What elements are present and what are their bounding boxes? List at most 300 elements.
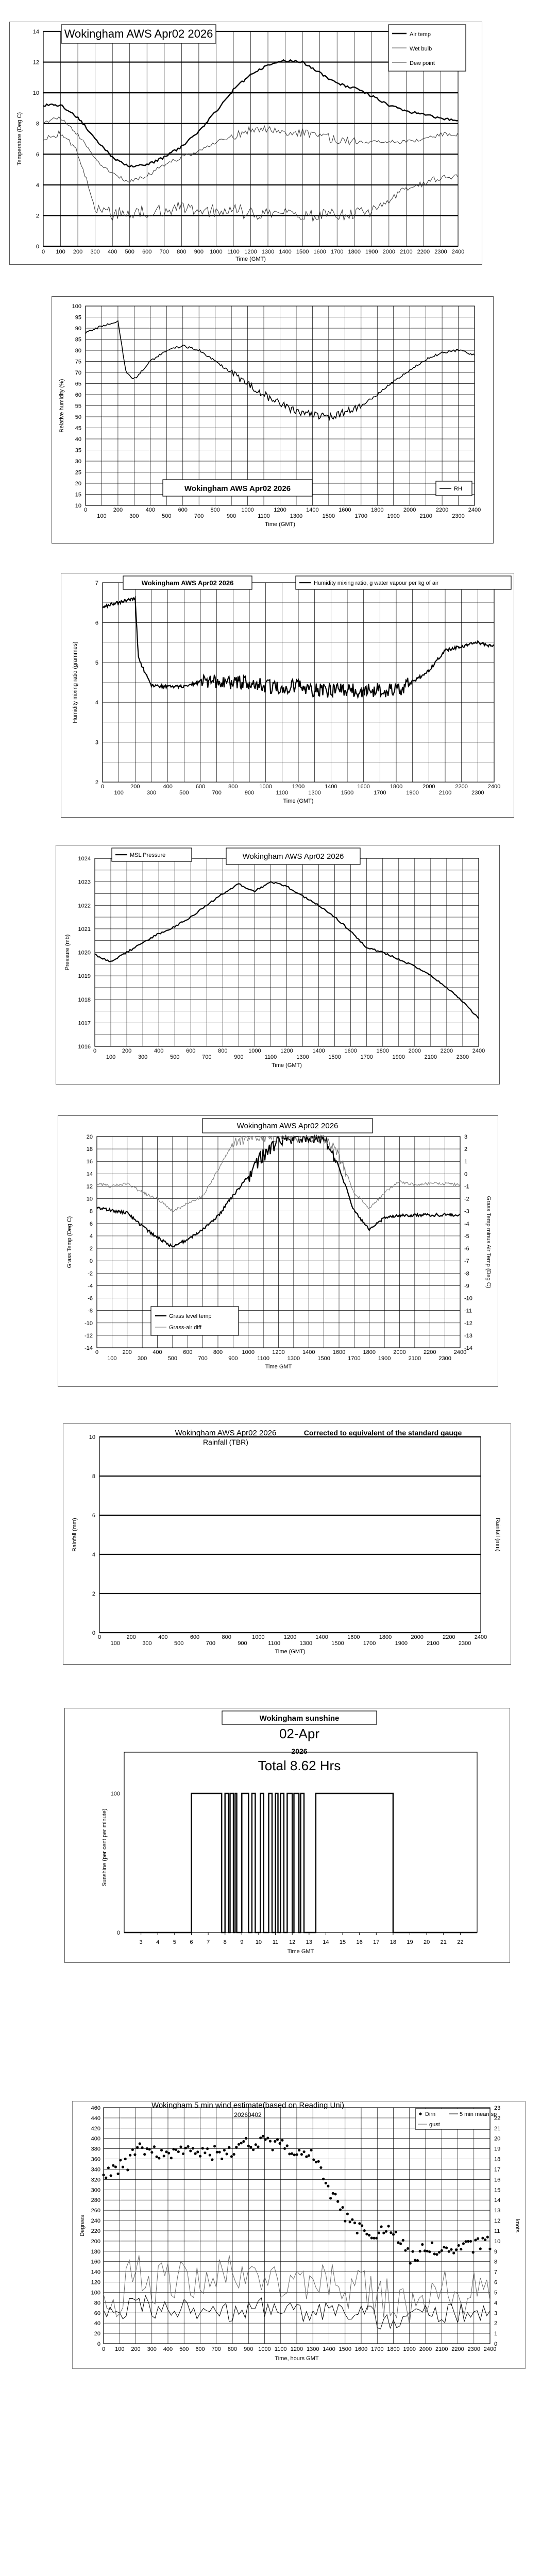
- x-tick-label: 300: [90, 249, 100, 255]
- legend-label: Grass-air diff: [169, 1325, 201, 1331]
- mix-x-tick: 2200: [455, 784, 468, 790]
- y-tick-label: -8: [88, 1308, 93, 1314]
- direction-point: [424, 2249, 426, 2252]
- y-tick-label: 380: [91, 2146, 100, 2153]
- direction-point: [397, 2241, 399, 2244]
- x-tick-label: 1900: [365, 249, 378, 255]
- direction-point: [373, 2237, 375, 2240]
- y-tick-label: 50: [75, 414, 81, 420]
- x-tick-label: 6: [190, 1939, 193, 1945]
- x-tick-label: 1500: [296, 249, 309, 255]
- pres-x-tick: 2400: [472, 1048, 485, 1054]
- direction-point: [274, 2140, 276, 2143]
- direction-point: [204, 2151, 206, 2154]
- mix-x-tick: 800: [228, 784, 238, 790]
- y2-tick-label: 16: [494, 2177, 501, 2183]
- rain-x-tick: 700: [206, 1640, 216, 1647]
- x-tick-label: 2200: [417, 249, 430, 255]
- direction-point: [351, 2218, 353, 2221]
- direction-point: [276, 2138, 279, 2141]
- chart-title: Wokingham 5 min wind estimate(based on Reading Uni): [151, 2102, 345, 2110]
- direction-point: [414, 2259, 416, 2261]
- y-tick-label: 95: [75, 314, 81, 321]
- direction-point: [303, 2150, 306, 2153]
- pres-x-tick: 300: [138, 1054, 148, 1060]
- pres-x-tick: 1300: [296, 1054, 309, 1060]
- y-tick-label: 20: [75, 481, 81, 487]
- y-tick-label: 14: [86, 1171, 93, 1178]
- direction-point: [392, 2233, 395, 2235]
- y-tick-label: 1017: [78, 1020, 91, 1027]
- sunshine-chart: [65, 1708, 511, 1963]
- mix-x-tick: 1000: [259, 784, 272, 790]
- y-tick-label: 75: [75, 359, 81, 365]
- grass-x-tick: 700: [198, 1355, 208, 1362]
- mix-x-tick: 1300: [308, 790, 321, 796]
- direction-point: [395, 2231, 397, 2233]
- direction-point: [139, 2142, 141, 2145]
- mix-x-tick: 1800: [390, 784, 403, 790]
- x-tick-label: 1300: [307, 2346, 319, 2352]
- direction-point: [433, 2252, 436, 2255]
- y-tick-label: 2: [36, 213, 39, 219]
- direction-point: [472, 2251, 475, 2253]
- chart-title: Wokingham AWS Apr02 2026: [64, 27, 213, 40]
- legend-label: Wet bulb: [410, 46, 432, 52]
- y2-tick-label: 4: [494, 2300, 498, 2307]
- y-tick-label: 2: [89, 1246, 93, 1252]
- y2-tick-label: -10: [464, 1295, 472, 1302]
- legend-label: Air temp: [410, 31, 431, 38]
- y-tick-label: 10: [32, 90, 39, 97]
- direction-point: [477, 2237, 479, 2240]
- x-tick-label: 800: [177, 249, 187, 255]
- x-axis-label: Time (GMT): [275, 1649, 306, 1655]
- rh-x-tick: 1100: [258, 513, 270, 519]
- y-tick-label: 5: [95, 659, 98, 666]
- y-tick-label: 90: [75, 326, 81, 332]
- y-axis-label: Temperature (Deg C): [16, 112, 23, 166]
- y-tick-label: 10: [89, 1434, 95, 1440]
- y-tick-label: 35: [75, 447, 81, 454]
- rh-x-tick: 1500: [322, 513, 335, 519]
- pres-x-tick: 1000: [248, 1048, 261, 1054]
- x-tick-label: 700: [159, 249, 169, 255]
- direction-point: [409, 2262, 412, 2264]
- legend-label: Humidity mixing ratio, g water vapour per kg of air: [314, 580, 439, 586]
- rainfall-chart: [63, 1424, 512, 1665]
- x-tick-label: 14: [323, 1939, 329, 1945]
- direction-point: [182, 2153, 184, 2155]
- direction-point: [378, 2231, 380, 2234]
- direction-point: [213, 2145, 216, 2147]
- y-tick-label: 180: [91, 2248, 100, 2255]
- chart-date: 20260402: [234, 2111, 262, 2119]
- direction-point: [317, 2160, 320, 2163]
- grass-x-tick: 2100: [408, 1355, 421, 1362]
- y-axis-label: Rainfall (mm): [72, 1518, 78, 1552]
- y2-tick-label: -6: [464, 1246, 469, 1252]
- y-tick-label: 340: [91, 2166, 100, 2173]
- x-tick-label: 1400: [323, 2346, 335, 2352]
- y-tick-label: 460: [91, 2105, 100, 2111]
- x-tick-label: 200: [73, 249, 83, 255]
- y-tick-label: 55: [75, 403, 81, 410]
- sunshine-chart-panel: [64, 1708, 510, 1963]
- direction-point: [201, 2147, 204, 2149]
- chart-title: Wokingham AWS Apr02 2026: [141, 579, 234, 587]
- pres-x-tick: 2300: [456, 1054, 469, 1060]
- y-tick-label: 8: [36, 121, 39, 127]
- grass-x-tick: 500: [167, 1355, 178, 1362]
- pres-x-tick: 2000: [408, 1048, 421, 1054]
- y-tick-label: 12: [86, 1183, 93, 1190]
- x-tick-label: 100: [56, 249, 65, 255]
- y-tick-label: 15: [75, 492, 81, 498]
- grass-x-tick: 1600: [332, 1349, 346, 1355]
- grass-x-tick: 1900: [378, 1355, 391, 1362]
- grass-x-tick: 600: [183, 1349, 193, 1355]
- y2-tick-label: -9: [464, 1283, 469, 1290]
- y-axis-label: Degrees: [79, 2215, 86, 2236]
- y-tick-label: 60: [75, 392, 81, 398]
- rain-x-tick: 1800: [379, 1634, 392, 1640]
- direction-point: [187, 2145, 190, 2148]
- direction-point: [158, 2157, 160, 2159]
- y-tick-label: 65: [75, 381, 81, 387]
- x-tick-label: 7: [207, 1939, 210, 1945]
- x-tick-label: 20: [424, 1939, 430, 1945]
- y-tick-label: 2: [95, 779, 98, 786]
- rh-x-tick: 500: [162, 513, 172, 519]
- x-tick-label: 18: [390, 1939, 397, 1945]
- direction-point: [129, 2154, 131, 2157]
- grass-x-tick: 1100: [257, 1355, 269, 1362]
- direction-point: [356, 2232, 359, 2234]
- x-tick-label: 9: [240, 1939, 244, 1945]
- direction-point: [288, 2153, 291, 2155]
- direction-point: [194, 2153, 197, 2155]
- rh-x-tick: 1900: [387, 513, 400, 519]
- x-tick-label: 13: [306, 1939, 312, 1945]
- x-tick-label: 1200: [244, 249, 257, 255]
- y-tick-label: 120: [91, 2279, 100, 2286]
- y2-tick-label: 0: [494, 2341, 498, 2347]
- direction-point: [189, 2149, 192, 2152]
- direction-point: [165, 2150, 167, 2153]
- y-tick-label: -14: [84, 1345, 93, 1351]
- direction-point: [419, 2250, 421, 2252]
- direction-point: [199, 2155, 201, 2158]
- direction-point: [382, 2232, 385, 2234]
- mix-x-tick: 100: [114, 790, 124, 796]
- direction-point: [370, 2236, 373, 2239]
- grass-x-tick: 0: [95, 1349, 99, 1355]
- direction-point: [308, 2154, 310, 2157]
- direction-point: [249, 2146, 252, 2148]
- direction-point: [353, 2222, 356, 2224]
- x-tick-label: 8: [223, 1939, 227, 1945]
- direction-point: [460, 2248, 462, 2250]
- x-tick-label: 2100: [400, 249, 413, 255]
- x-tick-label: 1200: [290, 2346, 303, 2352]
- grass-x-tick: 2200: [424, 1349, 436, 1355]
- x-tick-label: 1100: [274, 2346, 287, 2352]
- y-tick-label: 1023: [78, 879, 91, 886]
- direction-point: [131, 2148, 134, 2151]
- mix-x-tick: 200: [130, 784, 140, 790]
- direction-point: [467, 2240, 469, 2243]
- direction-point: [247, 2145, 250, 2147]
- direction-point: [465, 2240, 467, 2243]
- y-tick-label: 4: [36, 182, 39, 189]
- direction-point: [146, 2147, 148, 2150]
- y-tick-label: 6: [92, 1513, 95, 1519]
- direction-point: [228, 2146, 230, 2149]
- direction-point: [211, 2158, 213, 2161]
- direction-point: [438, 2251, 441, 2253]
- y2-tick-label: 9: [494, 2248, 498, 2255]
- direction-point: [179, 2145, 182, 2148]
- x-tick-label: 1300: [261, 249, 275, 255]
- y-tick-label: 0: [89, 1258, 93, 1265]
- y-tick-label: 100: [91, 2290, 100, 2296]
- y2-tick-label: 6: [494, 2279, 498, 2286]
- direction-point: [141, 2146, 143, 2149]
- direction-point: [105, 2177, 107, 2179]
- x-tick-label: 400: [107, 249, 117, 255]
- direction-point: [218, 2151, 221, 2154]
- rain-x-tick: 1900: [395, 1640, 408, 1647]
- mix-x-tick: 1500: [341, 790, 354, 796]
- y-tick-label: 0: [92, 1630, 95, 1636]
- x-axis-label: Time (GMT): [283, 798, 314, 804]
- mix-x-tick: 1700: [374, 790, 386, 796]
- y-tick-label: 7: [95, 580, 98, 586]
- y-tick-label: 0: [36, 244, 39, 250]
- direction-point: [298, 2149, 300, 2151]
- direction-point: [170, 2157, 173, 2159]
- y-tick-label: 3: [95, 739, 98, 746]
- rh-x-tick: 600: [178, 507, 188, 513]
- x-axis-label: Time, hours GMT: [275, 2355, 319, 2362]
- y-tick-label: 10: [75, 503, 81, 509]
- mix-x-tick: 2400: [487, 784, 501, 790]
- direction-point: [479, 2247, 482, 2250]
- rh-x-tick: 1700: [354, 513, 368, 519]
- grass-x-tick: 200: [122, 1349, 132, 1355]
- x-axis-label: Time (GMT): [272, 1062, 302, 1069]
- direction-point: [385, 2230, 387, 2233]
- y2-tick-label: -5: [464, 1233, 469, 1240]
- pres-x-tick: 800: [218, 1048, 228, 1054]
- direction-point: [102, 2174, 105, 2176]
- rain-x-tick: 2100: [427, 1640, 439, 1647]
- y2-tick-label: -1: [464, 1183, 469, 1190]
- x-tick-label: 1700: [371, 2346, 384, 2352]
- x-tick-label: 2400: [451, 249, 465, 255]
- x-tick-label: 1400: [279, 249, 292, 255]
- y2-tick-label: 17: [494, 2166, 501, 2173]
- direction-point: [184, 2147, 187, 2149]
- direction-point: [264, 2138, 267, 2141]
- pres-x-tick: 100: [106, 1054, 116, 1060]
- y-tick-label: 8: [89, 1208, 93, 1215]
- direction-point: [407, 2247, 409, 2250]
- legend-label: Dirn: [425, 2111, 436, 2117]
- direction-point: [112, 2164, 114, 2167]
- y2-tick-label: -11: [464, 1308, 472, 1314]
- direction-point: [223, 2149, 226, 2151]
- legend-box: [151, 1307, 239, 1335]
- x-tick-label: 1600: [313, 249, 326, 255]
- direction-point: [452, 2252, 455, 2255]
- direction-point: [448, 2250, 450, 2253]
- wind-chart-panel: [72, 2101, 526, 2369]
- direction-point: [380, 2225, 383, 2228]
- y2-axis-label: Rainfall (mm): [495, 1518, 501, 1552]
- mix-x-tick: 1400: [325, 784, 337, 790]
- grass-x-tick: 1200: [272, 1349, 285, 1355]
- y2-tick-label: 3: [464, 1134, 468, 1140]
- x-tick-label: 800: [227, 2346, 238, 2352]
- y2-tick-label: 2: [494, 2320, 498, 2327]
- x-tick-label: 2400: [483, 2346, 497, 2352]
- direction-point: [363, 2229, 366, 2232]
- y-tick-label: 25: [75, 469, 81, 476]
- pres-x-tick: 2200: [440, 1048, 453, 1054]
- rh-x-tick: 200: [113, 507, 123, 513]
- pres-x-tick: 700: [202, 1054, 212, 1060]
- direction-point: [399, 2242, 402, 2245]
- y-tick-label: 300: [91, 2187, 100, 2194]
- grass-x-tick: 1700: [348, 1355, 361, 1362]
- direction-point: [426, 2250, 429, 2252]
- grass-x-tick: 1400: [302, 1349, 315, 1355]
- y-tick-label: 100: [72, 303, 81, 310]
- y-tick-label: 70: [75, 370, 81, 376]
- rh-x-tick: 0: [83, 507, 88, 513]
- grass-x-tick: 1000: [242, 1349, 255, 1355]
- x-axis-label: Time (GMT): [265, 521, 295, 528]
- x-tick-label: 700: [211, 2346, 221, 2352]
- y2-tick-label: 8: [494, 2259, 498, 2265]
- rainfall-chart-panel: [63, 1423, 511, 1665]
- rain-x-tick: 1500: [331, 1640, 344, 1647]
- sunshine-total: Total 8.62 Hrs: [258, 1758, 341, 1773]
- y-tick-label: -2: [88, 1270, 93, 1277]
- direction-point: [443, 2246, 445, 2248]
- pres-x-tick: 400: [154, 1048, 164, 1054]
- direction-point: [300, 2153, 303, 2156]
- direction-point: [319, 2166, 322, 2169]
- direction-point: [387, 2225, 390, 2227]
- direction-point: [172, 2148, 175, 2150]
- direction-point: [226, 2153, 228, 2155]
- direction-point: [325, 2182, 327, 2184]
- direction-point: [266, 2137, 269, 2139]
- y-tick-label: 1019: [78, 973, 91, 980]
- direction-point: [163, 2155, 165, 2157]
- legend-label: MSL Pressure: [130, 852, 166, 858]
- y2-tick-label: 1: [464, 1159, 468, 1165]
- y-tick-label: 14: [32, 29, 39, 35]
- direction-point: [486, 2236, 489, 2239]
- direction-point: [474, 2239, 477, 2241]
- y2-tick-label: 20: [494, 2136, 501, 2142]
- pres-x-tick: 200: [122, 1048, 132, 1054]
- y2-tick-label: 23: [494, 2105, 501, 2111]
- x-tick-label: 500: [125, 249, 134, 255]
- direction-point: [336, 2200, 339, 2203]
- x-axis-label: Time (GMT): [235, 256, 266, 262]
- y-tick-label: 80: [94, 2300, 100, 2307]
- mix-x-tick: 0: [100, 784, 105, 790]
- y-tick-label: 1022: [78, 903, 91, 909]
- direction-point: [192, 2147, 194, 2149]
- x-tick-label: 5: [173, 1939, 176, 1945]
- direction-point: [312, 2158, 315, 2161]
- y-tick-label: 1024: [78, 856, 91, 862]
- direction-point: [272, 2148, 274, 2151]
- mix-x-tick: 300: [146, 790, 157, 796]
- pres-x-tick: 1600: [344, 1048, 357, 1054]
- direction-point: [310, 2149, 313, 2151]
- rain-x-tick: 2300: [458, 1640, 471, 1647]
- y2-tick-label: -14: [464, 1345, 472, 1351]
- y-tick-label: 320: [91, 2177, 100, 2183]
- y-tick-label: 16: [86, 1159, 93, 1165]
- x-tick-label: 2300: [467, 2346, 480, 2352]
- x-tick-label: 12: [289, 1939, 296, 1945]
- y-tick-label: 440: [91, 2115, 100, 2122]
- direction-point: [327, 2185, 329, 2188]
- y-tick-label: 10: [86, 1196, 93, 1202]
- y2-tick-label: -12: [464, 1320, 472, 1327]
- direction-point: [279, 2142, 281, 2145]
- plot-area: [99, 1437, 481, 1633]
- rh-x-tick: 900: [226, 513, 236, 519]
- grass-x-tick: 100: [107, 1355, 117, 1362]
- direction-point: [240, 2142, 243, 2144]
- rh-x-tick: 2300: [452, 513, 465, 519]
- direction-point: [441, 2249, 443, 2252]
- rain-x-tick: 2200: [443, 1634, 455, 1640]
- x-tick-label: 400: [163, 2346, 173, 2352]
- chart-year: 2026: [291, 1747, 308, 1755]
- grass-x-tick: 800: [213, 1349, 223, 1355]
- direction-point: [245, 2137, 247, 2140]
- x-tick-label: 200: [131, 2346, 141, 2352]
- gauge-note: Corrected to equivalent of the standard gauge: [303, 1429, 462, 1437]
- rain-x-tick: 0: [97, 1634, 102, 1640]
- mix-x-tick: 1200: [292, 784, 305, 790]
- direction-point: [291, 2153, 293, 2155]
- direction-point: [259, 2137, 262, 2139]
- mix-x-tick: 1900: [406, 790, 419, 796]
- direction-point: [136, 2146, 139, 2148]
- x-tick-label: 900: [194, 249, 204, 255]
- y2-tick-label: 10: [494, 2238, 501, 2245]
- pres-x-tick: 1800: [376, 1048, 389, 1054]
- direction-point: [286, 2144, 289, 2147]
- y2-tick-label: 14: [494, 2197, 501, 2204]
- rain-x-tick: 1100: [268, 1640, 280, 1647]
- rh-x-tick: 1000: [241, 507, 254, 513]
- direction-point: [124, 2158, 127, 2160]
- direction-point: [450, 2248, 452, 2251]
- rh-chart-panel: [52, 296, 494, 544]
